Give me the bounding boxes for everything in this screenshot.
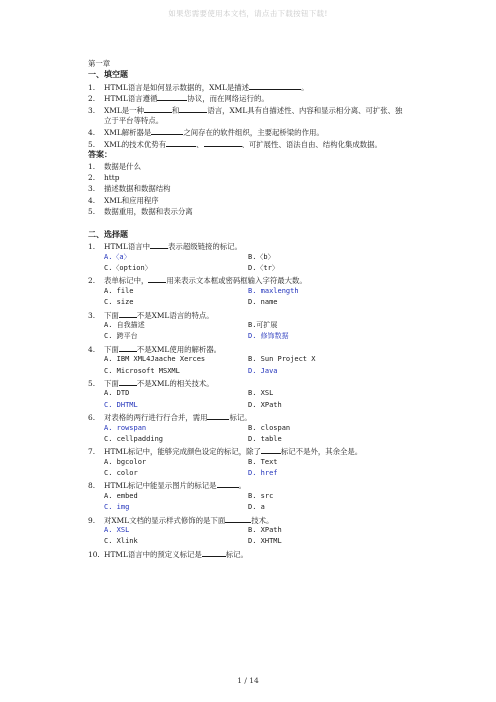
option-row xyxy=(88,536,428,547)
answer-line xyxy=(88,195,428,206)
answer-number: 2. xyxy=(88,172,96,182)
option-c: C.〈option〉 xyxy=(104,264,152,273)
option-d: D.〈tr〉 xyxy=(248,264,279,273)
question-number: 5. xyxy=(88,139,96,149)
answer-line xyxy=(88,183,428,194)
question-text: HTML标记中能显示图片的标记是 xyxy=(104,481,217,491)
question-text: 对表格的两行进行行合并，需用 xyxy=(104,413,208,423)
question-text: 表单标记中， xyxy=(104,276,149,286)
option-c: C. DHTML xyxy=(104,400,138,409)
answer-blank xyxy=(119,309,137,318)
question-line xyxy=(88,92,428,103)
question-text: 、可扩展性、语法自由、结构化集成数据。 xyxy=(241,139,382,149)
question-number: 8. xyxy=(88,481,96,491)
question-text: 标记。 xyxy=(225,549,248,559)
question-text: 下面 xyxy=(104,378,119,388)
question-text: HTML标记中，能够完成颜色设定的标记，除了 xyxy=(104,447,261,457)
question-text: 。 xyxy=(301,82,309,92)
question-text: 下面 xyxy=(104,344,119,354)
option-d: D. 修饰数据 xyxy=(248,332,289,341)
page-number: 1 / 14 xyxy=(237,676,259,685)
option-b: B. Sun Project X xyxy=(248,355,316,364)
question-text: 表示超级链接的标记。 xyxy=(168,242,242,252)
question-text: 之间存在的软件组织，主要起桥梁的作用。 xyxy=(183,128,324,138)
answer-text: 数据是什么 xyxy=(104,161,141,171)
question-text: XML解析器是 xyxy=(104,128,152,138)
option-b: B. src xyxy=(248,491,274,500)
answer-number: 3. xyxy=(88,184,96,194)
question-line xyxy=(88,445,428,456)
option-b: B. XPath xyxy=(248,526,282,535)
option-c: C. img xyxy=(104,503,130,512)
option-row xyxy=(88,286,428,297)
option-c: C. color xyxy=(104,469,138,478)
section1-list xyxy=(88,81,428,149)
answers-list xyxy=(88,161,428,218)
document-body xyxy=(88,58,428,559)
option-b: B. clospan xyxy=(248,423,291,432)
option-a: A. embed xyxy=(104,491,138,500)
question-number: 7. xyxy=(88,447,96,457)
question-text: 标记不是外，其余全是。 xyxy=(280,447,363,457)
option-row xyxy=(88,491,428,502)
answer-text: 描述数据和数据结构 xyxy=(104,184,171,194)
option-row xyxy=(88,354,428,365)
answer-number: 4. xyxy=(88,195,96,205)
question-number: 1. xyxy=(88,242,96,252)
question-text: 不是XML的相关技术。 xyxy=(136,378,214,388)
option-b: B.可扩展 xyxy=(248,320,278,329)
option-row xyxy=(88,331,428,342)
option-a: A. DTD xyxy=(104,389,130,398)
option-d: D. a xyxy=(248,503,265,512)
question-line xyxy=(88,81,428,92)
option-row xyxy=(88,423,428,434)
answer-line xyxy=(88,172,428,183)
answer-blank xyxy=(202,548,226,557)
question-number: 1. xyxy=(88,82,96,92)
option-row xyxy=(88,366,428,377)
answers-title: 答案： xyxy=(88,149,112,160)
option-b: B.〈b〉 xyxy=(248,252,275,261)
option-a: A. rowspan xyxy=(104,423,147,432)
question-line xyxy=(88,115,428,126)
option-a: A. XSL xyxy=(104,526,130,535)
question-number: 10. xyxy=(88,549,100,559)
question-line xyxy=(88,309,428,320)
option-c: C. size xyxy=(104,298,134,307)
question-text: XML的技术优势有 xyxy=(104,139,167,149)
question-line xyxy=(88,240,428,251)
option-row xyxy=(88,525,428,536)
option-d: D. href xyxy=(248,469,278,478)
question-line xyxy=(88,411,428,422)
answer-text: XML和应用程序 xyxy=(104,195,159,205)
option-row xyxy=(88,502,428,513)
answer-blank xyxy=(225,514,251,523)
question-text: HTML语言遵循 xyxy=(104,94,158,104)
question-text: HTML语言中的预定义标记是 xyxy=(104,549,202,559)
question-line xyxy=(88,514,428,525)
question-line xyxy=(88,104,428,115)
question-text: XML是一种 xyxy=(104,105,144,115)
question-text: 对XML文档的显示样式修饰的是下面 xyxy=(104,515,226,525)
option-d: D. XPath xyxy=(248,400,282,409)
option-row xyxy=(88,457,428,468)
answer-line xyxy=(88,161,428,172)
question-text: 技术。 xyxy=(251,515,274,525)
question-number: 4. xyxy=(88,128,96,138)
question-text: HTML语言是如何显示数据的，XML是描述 xyxy=(104,82,250,92)
option-a: A. IBM XML4Jaache Xerces xyxy=(104,355,206,364)
option-row xyxy=(88,320,428,331)
option-b: B. Text xyxy=(248,457,278,466)
question-text: 。 xyxy=(238,481,246,491)
question-number: 4. xyxy=(88,344,96,354)
question-text: 标记。 xyxy=(229,413,252,423)
question-line xyxy=(88,343,428,354)
option-row xyxy=(88,297,428,308)
option-d: D. name xyxy=(248,298,278,307)
section1-title: 一、填空题 xyxy=(88,69,128,80)
question-number: 6. xyxy=(88,413,96,423)
question-text: 下面 xyxy=(104,310,119,320)
download-banner: 如果您需要使用本文档，请点击下载按钮下载! xyxy=(168,9,328,18)
question-line xyxy=(88,548,428,559)
option-d: D. table xyxy=(248,434,282,443)
option-c: C. Microsoft MSXML xyxy=(104,366,180,375)
answer-text: 数据重用，数据和表示分离 xyxy=(104,207,193,217)
option-c: C. 跨平台 xyxy=(104,332,138,341)
question-line xyxy=(88,138,428,149)
option-a: A. file xyxy=(104,286,134,295)
option-c: C. cellpadding xyxy=(104,434,164,443)
answer-blank xyxy=(207,411,229,420)
question-text: 和 xyxy=(171,105,180,115)
option-row xyxy=(88,434,428,445)
question-number: 9. xyxy=(88,515,96,525)
option-row xyxy=(88,400,428,411)
answer-blank xyxy=(148,274,166,283)
answer-blank xyxy=(151,126,183,135)
question-line xyxy=(88,377,428,388)
question-line xyxy=(88,126,428,137)
option-row xyxy=(88,263,428,274)
answer-number: 1. xyxy=(88,161,96,171)
option-c: C. Xlink xyxy=(104,537,138,546)
option-d: D. Java xyxy=(248,366,278,375)
answer-blank xyxy=(261,445,281,454)
section-gap xyxy=(88,217,428,228)
answer-number: 5. xyxy=(88,207,96,217)
answer-blank xyxy=(249,81,301,90)
chapter-title: 第一章 xyxy=(88,59,111,68)
answer-blank xyxy=(166,138,196,147)
question-number: 2. xyxy=(88,276,96,286)
option-b: B. XSL xyxy=(248,389,274,398)
option-row xyxy=(88,388,428,399)
question-text: 协议，而在网络运行的。 xyxy=(187,94,269,104)
question-number: 3. xyxy=(88,310,96,320)
option-a: A.〈a〉 xyxy=(104,252,131,261)
question-number: 2. xyxy=(88,94,96,104)
question-text: 立于平台等特点。 xyxy=(104,115,164,125)
option-a: A. 自我描述 xyxy=(104,320,145,329)
section2-title: 二、选择题 xyxy=(88,228,128,239)
question-line xyxy=(88,479,428,490)
question-text: 不是XML语言的特点。 xyxy=(136,310,214,320)
answer-blank xyxy=(217,479,239,488)
question-number: 3. xyxy=(88,105,96,115)
answer-blank xyxy=(119,377,137,386)
question-text: HTML语言中 xyxy=(104,242,151,252)
option-b: B. maxlength xyxy=(248,286,299,295)
question-text: 不是XML使用的解析器。 xyxy=(136,344,222,354)
answer-line xyxy=(88,206,428,217)
option-a: A. bgcolor xyxy=(104,457,147,466)
question-number: 5. xyxy=(88,378,96,388)
option-row xyxy=(88,252,428,263)
answer-blank xyxy=(204,138,242,147)
answer-text: http xyxy=(104,172,120,182)
answer-blank xyxy=(157,92,187,101)
answer-blank xyxy=(119,343,137,352)
option-row xyxy=(88,468,428,479)
option-d: D. XHTML xyxy=(248,537,282,546)
question-line xyxy=(88,274,428,285)
answer-blank xyxy=(150,240,168,249)
question-text: 语言，XML具有自描述性、内容和显示相分离、可扩张、独 xyxy=(207,105,403,115)
answer-blank xyxy=(144,104,172,113)
section2-list xyxy=(88,240,428,559)
answer-blank xyxy=(179,104,207,113)
question-text: 、 xyxy=(196,139,204,149)
question-text: 用来表示文本框或密码框输入字符最大数。 xyxy=(166,276,307,286)
